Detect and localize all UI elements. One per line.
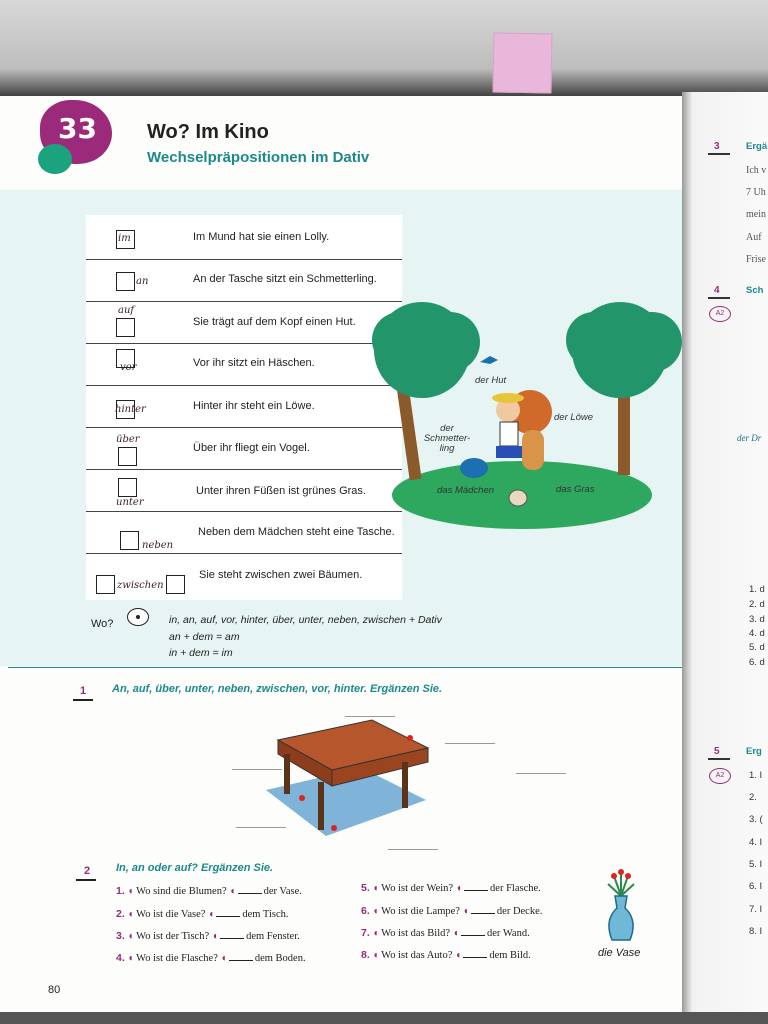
section-divider — [8, 667, 682, 668]
answer-blank[interactable] — [345, 716, 395, 717]
table-leg — [318, 782, 324, 830]
example-sentence: Neben dem Mädchen steht eine Tasche. — [198, 526, 395, 538]
prep-box — [166, 575, 185, 594]
rp-list-item: 2. d — [749, 599, 765, 610]
rp-exercise4-number: 4 — [714, 285, 720, 296]
scan-top-shadow — [0, 0, 768, 98]
example-sentence: Unter ihren Füßen ist grünes Gras. — [196, 485, 366, 497]
page-number: 80 — [48, 984, 61, 996]
answer-blank[interactable] — [463, 957, 487, 958]
right-page — [682, 92, 768, 1014]
rp-line: 7 Uh — [746, 187, 766, 198]
page-title: Wo? Im Kino — [147, 121, 269, 143]
example-sentence: Sie trägt auf dem Kopf einen Hut. — [193, 316, 356, 328]
rp-side-label: der Dr — [737, 433, 762, 443]
rp-line: Ich v — [746, 165, 767, 176]
marker-dot — [407, 735, 413, 741]
prep-word: neben — [142, 540, 174, 551]
exercise1-underline — [73, 699, 93, 701]
rule-line: an + dem = am — [169, 631, 240, 643]
rp-line: Frise — [746, 254, 766, 265]
prep-word: hinter — [115, 404, 146, 415]
example-sentence: Im Mund hat sie einen Lolly. — [193, 231, 330, 243]
exercise2-number: 2 — [84, 865, 91, 877]
rp-line: mein — [746, 209, 766, 220]
rule-line: in + dem = im — [169, 647, 233, 659]
prep-word: über — [116, 434, 140, 445]
answer-blank[interactable] — [216, 916, 240, 917]
answer-blank[interactable] — [388, 849, 438, 850]
rp-list-item: 5. d — [749, 642, 765, 653]
rp-list-item: 5. I — [749, 859, 763, 870]
rp-exercise3-title: Ergä — [746, 141, 768, 152]
rp-line: Auf — [746, 232, 762, 243]
rp-level-badge: A2 — [709, 768, 731, 784]
answer-blank[interactable] — [236, 827, 286, 828]
tree-crown-right — [566, 312, 622, 368]
example-sentence: Über ihr fliegt ein Vogel. — [193, 442, 310, 454]
girl-illustration — [362, 300, 682, 535]
page-subtitle: Wechselpräpositionen im Dativ — [147, 149, 370, 166]
table-illustration — [262, 710, 442, 840]
rp-exercise5-title: Erg — [746, 746, 762, 757]
answer-blank[interactable] — [464, 890, 488, 891]
exercise2-title: In, an oder auf? Ergänzen Sie. — [116, 862, 274, 874]
bag — [460, 458, 488, 478]
answer-blank[interactable] — [445, 743, 495, 744]
prep-word: zwischen — [117, 580, 164, 591]
exercise-item: 1. ◖ Wo sind die Blumen? ◖ der Vase. — [116, 885, 302, 897]
rp-underline — [708, 297, 730, 299]
location-icon — [127, 608, 149, 626]
prep-word: an — [136, 276, 149, 287]
rp-exercise4-title: Sch — [746, 285, 764, 296]
vase-label: die Vase — [598, 947, 641, 959]
girl-shirt — [500, 422, 518, 446]
exercise-item: 5. ◖ Wo ist der Wein? ◖ der Flasche. — [361, 882, 541, 894]
rp-underline — [708, 758, 730, 760]
unit-number: 33 — [58, 112, 97, 145]
rp-list-item: 6. I — [749, 881, 763, 892]
example-sentence: Sie steht zwischen zwei Bäumen. — [199, 569, 363, 581]
label-maedchen: das Mädchen — [437, 485, 495, 496]
badge-leaf-icon — [38, 144, 72, 174]
prep-box — [116, 272, 135, 291]
answer-blank[interactable] — [461, 935, 485, 936]
tree-crown-left — [372, 312, 428, 368]
rp-list-item: 3. d — [749, 614, 765, 625]
scan-bottom-edge — [0, 1012, 768, 1024]
prep-box — [116, 318, 135, 337]
prep-word: auf — [118, 305, 135, 316]
label-loewe: der Löwe — [554, 412, 594, 423]
rp-underline — [708, 153, 730, 155]
prep-word: im — [118, 233, 131, 244]
answer-blank[interactable] — [516, 773, 566, 774]
rp-list-item: 4. I — [749, 837, 763, 848]
answer-blank[interactable] — [229, 960, 253, 961]
lion-body — [522, 430, 544, 470]
label-gras: das Gras — [556, 484, 595, 495]
rp-exercise3-number: 3 — [714, 141, 720, 152]
prep-box — [120, 531, 139, 550]
exercise1-title: An, auf, über, unter, neben, zwischen, vor, hinter. Ergänzen Sie. — [112, 683, 443, 695]
prep-box — [96, 575, 115, 594]
exercise-item: 8. ◖ Wo ist das Auto? ◖ dem Bild. — [361, 949, 531, 961]
rp-list-item: 7. I — [749, 904, 763, 915]
tree-crown-right — [622, 312, 682, 372]
girl-skirt — [496, 446, 522, 458]
example-sentence: An der Tasche sitzt ein Schmetterling. — [193, 273, 377, 285]
exercise-item: 4. ◖ Wo ist die Flasche? ◖ dem Boden. — [116, 952, 306, 964]
vase-icon — [596, 868, 646, 946]
rp-exercise5-number: 5 — [714, 746, 720, 757]
sticky-note — [492, 32, 552, 93]
rp-list-item: 3. ( — [749, 814, 763, 825]
marker-dot — [331, 825, 337, 831]
rule-line: in, an, auf, vor, hinter, über, unter, neben, zwischen + Dativ — [169, 614, 442, 626]
rule-question: Wo? — [91, 618, 114, 630]
exercise2-underline — [76, 879, 96, 881]
prep-box — [118, 447, 137, 466]
rp-list-item: 6. d — [749, 657, 765, 668]
example-sentence: Hinter ihr steht ein Löwe. — [193, 400, 315, 412]
exercise-item: 6. ◖ Wo ist die Lampe? ◖ der Decke. — [361, 905, 543, 917]
rp-level-badge: A2 — [709, 306, 731, 322]
answer-blank[interactable] — [238, 893, 262, 894]
exercise-item: 7. ◖ Wo ist das Bild? ◖ der Wand. — [361, 927, 530, 939]
answer-blank[interactable] — [232, 769, 282, 770]
rp-list-item: 1. d — [749, 584, 765, 595]
hat — [492, 393, 524, 403]
rp-list-item: 1. I — [749, 770, 763, 781]
rp-list-item: 2. — [749, 792, 757, 803]
exercise-item: 2. ◖ Wo ist die Vase? ◖ dem Tisch. — [116, 908, 289, 920]
label-schmetterling: der Schmetter-ling — [423, 423, 471, 454]
rp-list-item: 8. I — [749, 926, 763, 937]
marker-dot — [299, 795, 305, 801]
prep-box — [118, 478, 137, 497]
table-leg — [284, 754, 290, 794]
answer-blank[interactable] — [471, 913, 495, 914]
rp-list-item: 4. d — [749, 628, 765, 639]
example-sentence: Vor ihr sitzt ein Häschen. — [193, 357, 315, 369]
prep-word: unter — [116, 497, 144, 508]
exercise-item: 3. ◖ Wo ist der Tisch? ◖ dem Fenster. — [116, 930, 300, 942]
rabbit — [509, 490, 527, 506]
answer-blank[interactable] — [220, 938, 244, 939]
prep-word: vor — [120, 362, 137, 373]
label-hut: der Hut — [475, 375, 507, 386]
tree-crown-left — [420, 312, 480, 372]
bird — [480, 356, 498, 364]
table-leg — [402, 762, 408, 808]
exercise1-number: 1 — [80, 685, 87, 697]
